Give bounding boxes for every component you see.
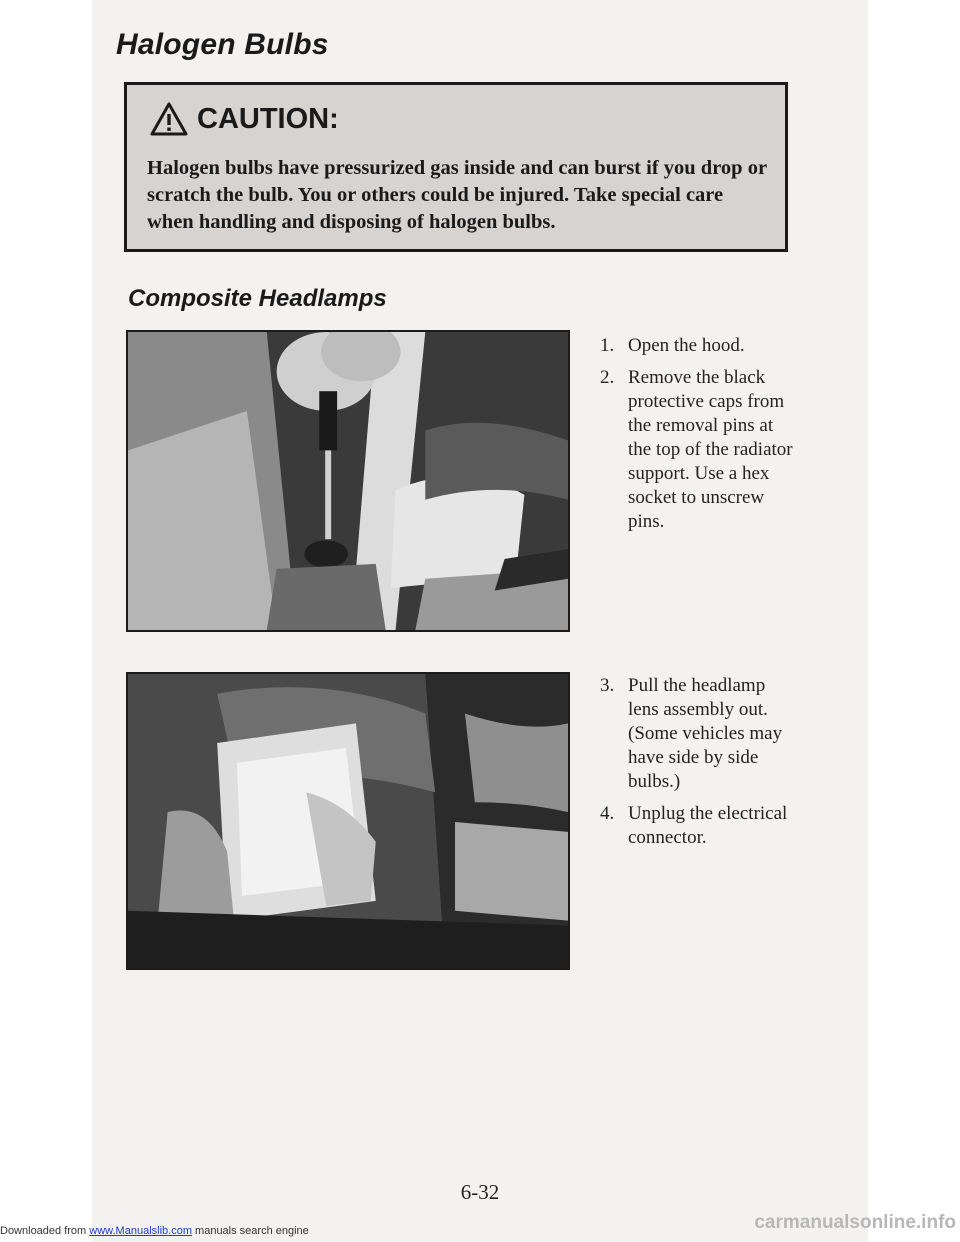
photo-headlamp-assembly <box>126 672 570 970</box>
footer-prefix: Downloaded from <box>0 1225 90 1237</box>
download-footer <box>0 1225 309 1237</box>
step-text: Open the hood. <box>628 335 745 356</box>
step-item <box>600 674 800 794</box>
caution-title: CAUTION: <box>197 102 339 135</box>
step-number: 1. <box>600 335 615 356</box>
step-text: Remove the black protective caps from the removal pins at the top of the radiator support. Use a hex socket to unscrew pins. <box>628 367 793 532</box>
manualslib-link[interactable]: www.Manualslib.com <box>89 1225 192 1237</box>
caution-text: Halogen bulbs have pressurized gas inside and can burst if you drop or scratch the bulb. You or others could be injured. Take special care when handling and disposing of halogen bulbs. <box>147 157 767 233</box>
step-number: 2. <box>600 367 615 388</box>
caution-box <box>124 82 788 252</box>
warning-triangle-icon <box>149 101 189 137</box>
step-item <box>600 366 800 534</box>
caution-header <box>149 101 339 137</box>
steps-group-2 <box>600 674 800 858</box>
photo-removing-pins <box>126 330 570 632</box>
step-item <box>600 334 800 358</box>
steps-group-1 <box>600 334 800 542</box>
step-number: 4. <box>600 803 615 824</box>
page-number: 6-32 <box>460 1180 500 1204</box>
footer-suffix: manuals search engine <box>191 1225 309 1237</box>
section-title: Composite Headlamps <box>128 285 387 312</box>
step-text: Pull the headlamp lens assembly out. (Some vehicles may have side by side bulbs.) <box>628 675 783 792</box>
page-title: Halogen Bulbs <box>116 28 329 61</box>
step-number: 3. <box>600 675 615 696</box>
step-text: Unplug the electrical connector. <box>628 803 788 848</box>
watermark: carmanualsonline.info <box>754 1212 956 1233</box>
step-item <box>600 802 800 850</box>
